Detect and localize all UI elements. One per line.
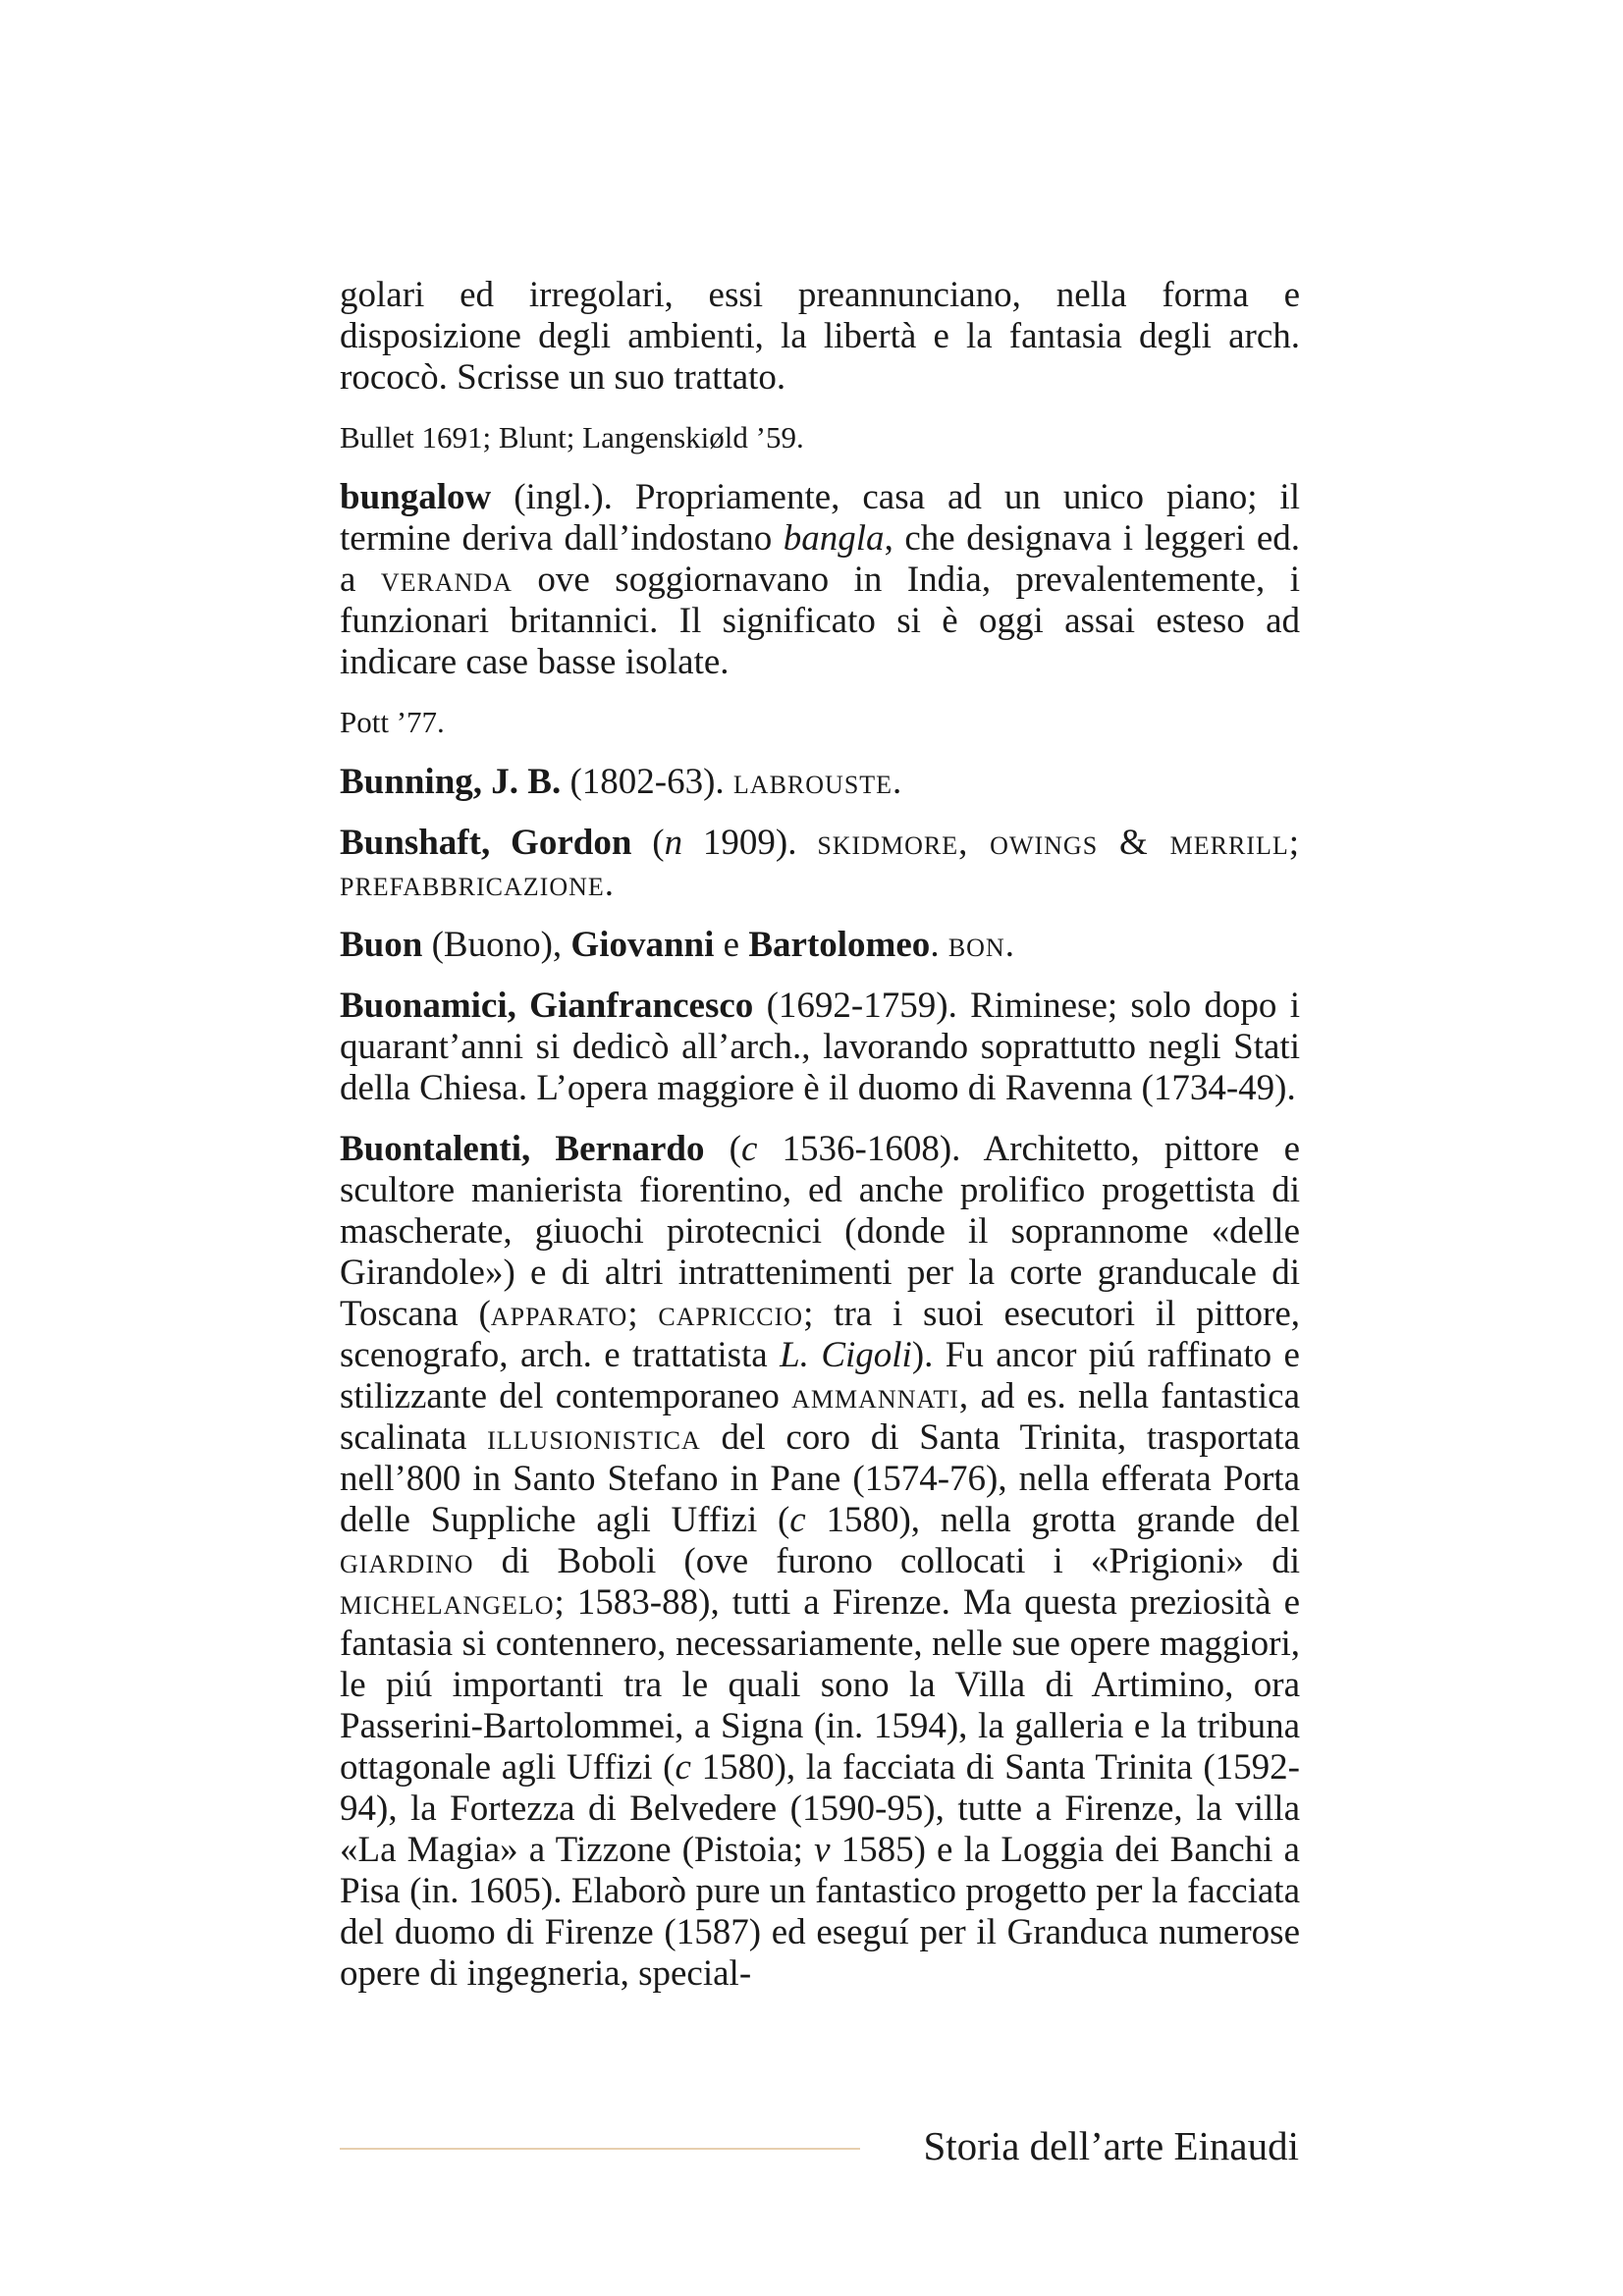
italic-term: bangla — [783, 518, 885, 559]
text-column — [340, 275, 1300, 2014]
italic-term: c — [740, 1129, 758, 1169]
entry-continuation — [340, 275, 1300, 399]
cross-reference: capriccio — [658, 1294, 804, 1334]
entry-text: (1802-63). — [561, 762, 733, 802]
footer-title: Storia dell’arte Einaudi — [923, 2123, 1299, 2168]
entry-text: 1909). — [682, 823, 818, 863]
entry-text: ( — [631, 823, 665, 863]
italic-term: c — [675, 1747, 691, 1788]
bibliography-line: Pott ’77. — [340, 705, 445, 739]
entry-text: ( — [704, 1129, 741, 1169]
entry-headword: Giovanni — [570, 925, 715, 965]
italic-term: n — [664, 823, 683, 863]
entry-text: , che designava i leggeri ed. a — [340, 518, 1301, 600]
cross-reference: ammannati — [791, 1376, 959, 1416]
footer-rule — [340, 2148, 860, 2150]
cross-reference: illusionistica — [487, 1417, 701, 1458]
entry-headword: Buontalenti, Bernardo — [340, 1129, 705, 1169]
cross-reference: labrouste. — [732, 762, 903, 802]
entry-text: ove soggiornavano in India, prevalentemente, i funzionari britannici. Il significato si è oggi assai esteso ad indicare case basse isolate. — [340, 560, 1300, 682]
entry-headword: Buonamici, Gianfrancesco — [340, 986, 754, 1026]
cross-reference: apparato — [490, 1294, 628, 1334]
entry-text: (Buono), — [422, 925, 571, 965]
entry-text: 1580), la facciata di Santa Trinita (1592-94), la Fortezza di Belvedere (1590-95), tutte a Firenze, la villa «La Magia» a Tizzone (Pistoia; — [340, 1747, 1300, 1870]
entry-text: 1585) e la Loggia dei Banchi a Pisa (in. 1605). Elaborò pure un fantastico progetto per la facciata del duomo di Firenze (1587) ed eseguí per il Granduca numerose opere di ingegneria, special- — [340, 1830, 1300, 1994]
italic-term: c — [789, 1500, 806, 1540]
entry-headword: Bunning, J. B. — [340, 762, 562, 802]
entry-text: e — [714, 925, 749, 965]
entry-text: . — [930, 925, 948, 965]
entry-text: , ad es. nella fantastica scalinata — [340, 1376, 1300, 1458]
entry-headword: Bunshaft, Gordon — [340, 823, 632, 863]
entry-text: (ingl.). Propriamente, casa ad un unico piano; il termine deriva dall’indostano — [340, 477, 1300, 559]
entry-text: 1536-1608). Architetto, pittore e scultore manierista fiorentino, ed anche prolifico progettista di mascherate, giuochi pirotecnici (donde il soprannome «delle Girandole») e di altri intrattenimenti per la corte granducale di Toscana ( — [340, 1129, 1300, 1334]
entry-text: di Boboli (ove furono collocati i «Prigioni» di — [473, 1541, 1300, 1581]
italic-term: v — [814, 1830, 831, 1870]
entry-text: ; tra i suoi esecutori il pittore, scenografo, arch. e trattatista — [340, 1294, 1301, 1375]
italic-term: L. Cigoli — [780, 1335, 912, 1375]
entry-text: ). Fu ancor piú raffinato e stilizzante del contemporaneo — [340, 1335, 1300, 1416]
cross-reference: bon. — [947, 925, 1015, 965]
entry-bunshaft — [340, 823, 1300, 905]
entry-bunning — [340, 762, 1300, 803]
bibliography-line: Bullet 1691; Blunt; Langenskiøld ’59. — [340, 420, 804, 454]
cross-reference: skidmore, owings & merrill; prefabbricazione. — [340, 823, 1301, 904]
entry-buontalenti — [340, 1129, 1300, 1995]
entry-text: ; 1583-88), tutti a Firenze. Ma questa preziosità e fantasia si contennero, necessariamente, nelle sue opere maggiori, le piú importanti tra le quali sono la Villa di Artimino, ora Passerini-Bartolommei, a Signa (in. 1594), la galleria e la tribuna ottagonale agli Uffizi ( — [340, 1582, 1300, 1788]
entry-text: ; — [627, 1294, 659, 1334]
entry-headword: Buon — [340, 925, 423, 965]
cross-reference: michelangelo — [340, 1582, 555, 1623]
entry-text: 1580), nella grotta grande del — [805, 1500, 1300, 1540]
entry-buon — [340, 925, 1300, 966]
entry-buonamici — [340, 986, 1300, 1109]
cross-reference: giardino — [340, 1541, 474, 1581]
entry-headword: Bartolomeo — [748, 925, 931, 965]
cross-reference: veranda — [380, 560, 513, 600]
continuation-text: golari ed irregolari, essi preannunciano, nella forma e disposizione degli ambienti, la libertà e la fantasia degli arch. rococò. Scrisse un suo trattato. — [340, 275, 1300, 398]
entry-bungalow — [340, 477, 1300, 683]
entry-text: (1692-1759). Riminese; solo dopo i quarant’anni si dedicò all’arch., lavorando soprattutto negli Stati della Chiesa. L’opera maggiore è il duomo di Ravenna (1734-49). — [340, 986, 1300, 1108]
entry-headword: bungalow — [340, 477, 492, 517]
entry-text: del coro di Santa Trinita, trasportata nell’800 in Santo Stefano in Pane (1574-76), nella efferata Porta delle Suppliche agli Uffizi ( — [340, 1417, 1300, 1540]
